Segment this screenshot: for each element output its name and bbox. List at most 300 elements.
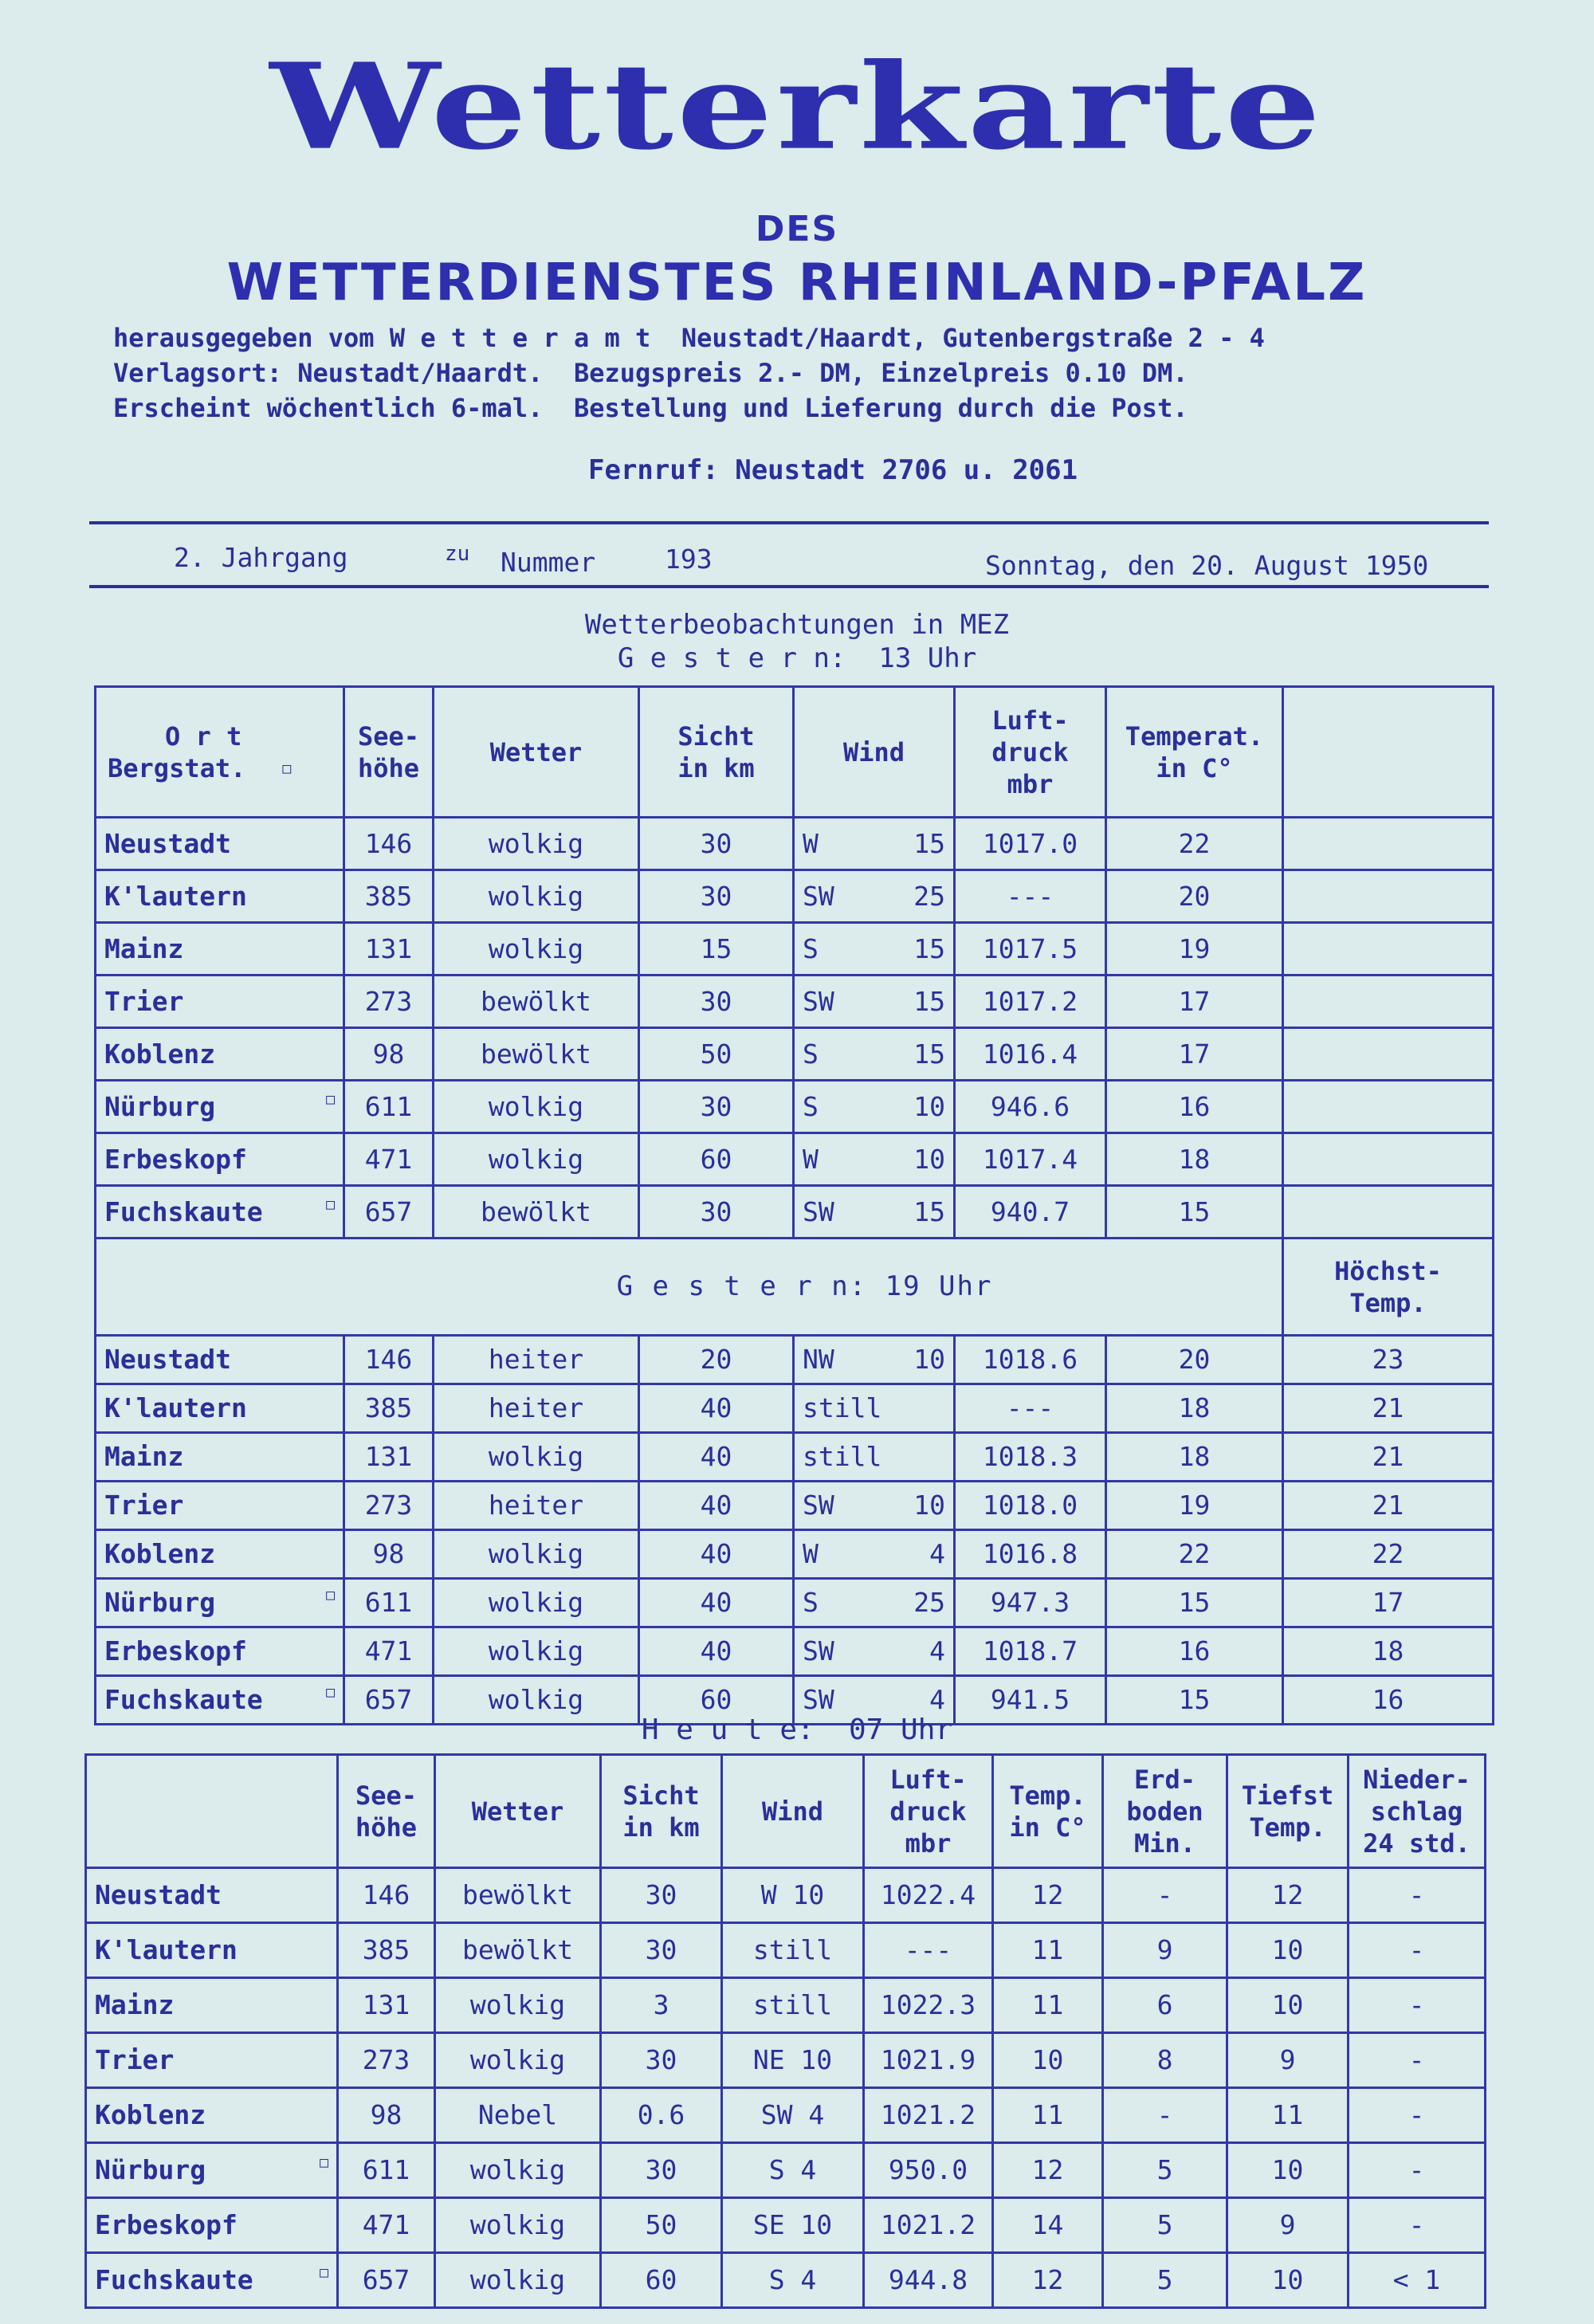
wetter-cell: wolkig (435, 2033, 601, 2088)
wind-speed: 4 (929, 1684, 945, 1716)
luftdruck-cell: --- (864, 1923, 993, 1978)
masthead-subtitle: WETTERDIENSTES RHEINLAND-PFALZ (226, 253, 1368, 312)
sicht-cell: 30 (639, 976, 794, 1028)
luftdruck-line: Luft- (991, 705, 1069, 736)
sicht-cell: 40 (639, 1433, 794, 1482)
wetter-cell: wolkig (435, 1978, 601, 2033)
tiefst-cell: 11 (1227, 2088, 1349, 2143)
info-line: Verlagsort: Neustadt/Haardt. Bezugspreis 2.- DM, Einzelpreis 0.10 DM. (113, 358, 1188, 388)
station-name: Mainz (104, 1441, 184, 1473)
col-header-hoechst (1283, 1239, 1494, 1336)
station-name-wrap (104, 1345, 335, 1375)
wind-cell (794, 1579, 955, 1627)
temperatur-cell: 17 (1106, 1028, 1283, 1081)
sicht-line: Sicht (677, 720, 755, 752)
gestern-13-title: G e s t e r n: 13 Uhr (617, 642, 977, 674)
mountain-station-icon: □ (326, 1684, 335, 1702)
station-name-wrap (104, 987, 335, 1017)
sicht-cell: 20 (639, 1336, 794, 1384)
empty-cell (1283, 1186, 1494, 1239)
tiefst-cell: 10 (1227, 2253, 1349, 2308)
wetter-cell: Nebel (435, 2088, 601, 2143)
wind-wrap (803, 1685, 945, 1715)
luftdruck-line: druck (991, 736, 1069, 767)
temp-cell: 12 (993, 2253, 1103, 2308)
temp-cell: 12 (993, 1868, 1103, 1923)
wind-speed: 4 (929, 1538, 945, 1570)
sicht-cell: 40 (639, 1627, 794, 1676)
wind-speed: 15 (913, 1038, 945, 1070)
table-row (96, 1482, 1494, 1530)
erdboden-cell: - (1103, 2088, 1227, 2143)
table-row (86, 2253, 1486, 2308)
sicht-cell: 50 (601, 2198, 722, 2253)
station-name-cell (86, 1923, 338, 1978)
heute-header-row (86, 1755, 1486, 1868)
niederschlag-cell: < 1 (1349, 2253, 1486, 2308)
wind-wrap (803, 1092, 945, 1122)
station-name-cell (96, 1028, 344, 1081)
seehoehe-cell: 657 (344, 1186, 434, 1239)
tiefst-cell: 10 (1227, 1978, 1349, 2033)
wetter-cell: bewölkt (434, 1186, 639, 1239)
masthead-title: Wetterkarte (269, 37, 1325, 176)
wind-direction: W (803, 1538, 819, 1570)
tiefst-cell: 9 (1227, 2033, 1349, 2088)
sicht-cell: 60 (601, 2253, 722, 2308)
station-name: Erbeskopf (95, 2209, 238, 2241)
nieder-line: 24 std. (1363, 1827, 1470, 1859)
tiefst-line: Tiefst (1241, 1780, 1334, 1811)
station-name-cell (96, 870, 344, 923)
wind-wrap (803, 881, 945, 912)
temperatur-cell: 15 (1106, 1579, 1283, 1627)
station-name: Nürburg (104, 1587, 216, 1619)
seehoehe-cell: 471 (344, 1133, 434, 1186)
mountain-station-icon: □ (320, 2154, 328, 2172)
wetter-cell: wolkig (434, 818, 639, 870)
station-name-wrap (95, 2155, 328, 2185)
sicht-cell: 40 (639, 1384, 794, 1433)
table-row (96, 1133, 1494, 1186)
publisher-info (113, 320, 1265, 426)
luftdruck-cell: 1018.0 (955, 1482, 1106, 1530)
wind-wrap (803, 1393, 945, 1423)
seehoehe-cell: 146 (344, 818, 434, 870)
wind-speed: 4 (929, 1635, 945, 1667)
table-row (86, 1923, 1486, 1978)
temperatur-cell: 18 (1106, 1433, 1283, 1482)
issue-volume: 2. Jahrgang (174, 542, 348, 573)
station-name-wrap (104, 881, 335, 912)
seehoehe-cell: 131 (344, 1433, 434, 1482)
tiefst-line: Temp. (1249, 1812, 1326, 1843)
seehoehe-cell: 98 (338, 2088, 435, 2143)
wind-wrap (803, 1442, 945, 1472)
sicht-cell: 30 (601, 2143, 722, 2198)
wind-cell (794, 1384, 955, 1433)
station-name-wrap (104, 829, 335, 859)
luftdruck-line: mbr (905, 1827, 952, 1859)
tiefst-cell: 10 (1227, 1923, 1349, 1978)
observations-title: Wetterbeobachtungen in MEZ (584, 609, 1010, 641)
luftdruck-cell: 1021.9 (864, 2033, 993, 2088)
wind-direction: NW (803, 1344, 834, 1376)
seehoehe-line: See- (357, 720, 420, 752)
wind-cell (794, 1336, 955, 1384)
wetter-cell: wolkig (434, 1627, 639, 1676)
masthead-des: DES (755, 209, 839, 249)
sicht-cell: 40 (639, 1579, 794, 1627)
table-row (86, 1978, 1486, 2033)
wind-wrap (803, 934, 945, 964)
station-name-cell (96, 818, 344, 870)
temp-cell: 11 (993, 1978, 1103, 2033)
col-header-wetter: Wetter (435, 1755, 601, 1868)
wind-cell (794, 818, 955, 870)
station-name-cell (96, 1186, 344, 1239)
station-name: Mainz (95, 1989, 175, 2021)
station-name-cell (96, 1133, 344, 1186)
sicht-cell: 30 (601, 2033, 722, 2088)
temp-cell: 11 (993, 2088, 1103, 2143)
seehoehe-line: höhe (355, 1812, 418, 1843)
wind-direction: SW (803, 985, 834, 1017)
empty-cell (1283, 818, 1494, 870)
station-name: Nürburg (95, 2154, 206, 2186)
niederschlag-cell: - (1349, 1868, 1486, 1923)
hoechst-line: Höchst- (1334, 1255, 1442, 1286)
luftdruck-cell: --- (955, 1384, 1106, 1433)
luftdruck-cell: 1022.4 (864, 1868, 993, 1923)
wind-cell (794, 1482, 955, 1530)
sicht-line: Sicht (622, 1780, 700, 1811)
wind-wrap (803, 1197, 945, 1227)
table-row (86, 2198, 1486, 2253)
sicht-cell: 40 (639, 1530, 794, 1579)
station-name: Fuchskaute (95, 2264, 253, 2296)
hoechst-temp-cell: 17 (1283, 1579, 1494, 1627)
col-header-seehoehe (338, 1755, 435, 1868)
table-row (96, 923, 1494, 976)
wetter-cell: bewölkt (434, 976, 639, 1028)
temperatur-cell: 19 (1106, 923, 1283, 976)
table-row (86, 1868, 1486, 1923)
wind-cell (794, 1028, 955, 1081)
erdboden-cell: 8 (1103, 2033, 1227, 2088)
station-name-wrap (104, 934, 335, 964)
temperatur-cell: 16 (1106, 1627, 1283, 1676)
wind-speed: 10 (913, 1344, 945, 1376)
seehoehe-line: See- (355, 1780, 418, 1811)
wetter-cell: heiter (434, 1384, 639, 1433)
sicht-line: in km (677, 752, 755, 783)
wind-cell (794, 1627, 955, 1676)
hoechst-temp-cell: 22 (1283, 1530, 1494, 1579)
temperatur-cell: 17 (1106, 976, 1283, 1028)
wind-speed: 25 (913, 1587, 945, 1619)
erdboden-cell: 6 (1103, 1978, 1227, 2033)
tiefst-cell: 9 (1227, 2198, 1349, 2253)
wind-cell: S 4 (722, 2143, 864, 2198)
empty-cell (1283, 976, 1494, 1028)
gestern-table (94, 685, 1494, 1725)
wetter-cell: wolkig (434, 923, 639, 976)
station-name-wrap (104, 1092, 335, 1122)
gestern-19-title: G e s t e r n: 19 Uhr (96, 1239, 1283, 1336)
luftdruck-cell: 946.6 (955, 1081, 1106, 1133)
station-name-wrap (104, 1393, 335, 1423)
niederschlag-cell: - (1349, 1978, 1486, 2033)
temperatur-cell: 20 (1106, 1336, 1283, 1384)
hoechst-temp-cell: 18 (1283, 1627, 1494, 1676)
station-name: Trier (104, 985, 184, 1017)
seehoehe-cell: 98 (344, 1530, 434, 1579)
erdboden-cell: 5 (1103, 2143, 1227, 2198)
table-row (96, 1579, 1494, 1627)
issue-date: Sonntag, den 20. August 1950 (985, 550, 1429, 581)
station-name-cell (96, 1579, 344, 1627)
station-name: Erbeskopf (104, 1635, 247, 1667)
nieder-line: schlag (1370, 1796, 1463, 1827)
station-name-wrap (104, 1442, 335, 1472)
empty-cell (1283, 1081, 1494, 1133)
station-name-wrap (95, 1990, 328, 2020)
wind-direction: SW (803, 880, 834, 912)
wetter-cell: wolkig (434, 1433, 639, 1482)
wetter-cell: heiter (434, 1482, 639, 1530)
temp-line: in C° (1009, 1812, 1086, 1843)
table-row (96, 1028, 1494, 1081)
seehoehe-cell: 385 (344, 870, 434, 923)
nieder-line: Nieder- (1363, 1764, 1470, 1795)
mountain-station-icon: □ (282, 760, 292, 778)
divider-top (89, 521, 1489, 524)
wind-cell: SW 4 (722, 2088, 864, 2143)
col-header-wind: Wind (794, 687, 955, 818)
luftdruck-cell: 1018.6 (955, 1336, 1106, 1384)
niederschlag-cell: - (1349, 2143, 1486, 2198)
station-name-cell (96, 923, 344, 976)
station-name-cell (86, 2088, 338, 2143)
wind-cell: SE 10 (722, 2198, 864, 2253)
mountain-station-icon: □ (326, 1195, 335, 1213)
station-name-cell (96, 976, 344, 1028)
wind-wrap (803, 1588, 945, 1618)
luftdruck-cell: 1017.5 (955, 923, 1106, 976)
station-name: Koblenz (104, 1538, 216, 1570)
hoechst-temp-cell: 21 (1283, 1482, 1494, 1530)
col-header-seehoehe (344, 687, 434, 818)
mountain-station-icon: □ (320, 2264, 328, 2282)
station-name-cell (96, 1433, 344, 1482)
wind-cell (794, 1133, 955, 1186)
wetter-cell: bewölkt (434, 1028, 639, 1081)
table-row (96, 1384, 1494, 1433)
sicht-cell: 60 (639, 1676, 794, 1725)
wind-direction: still (803, 1441, 882, 1473)
wind-direction: SW (803, 1490, 834, 1521)
bergstat-label: Bergstat. (108, 752, 246, 783)
station-name: Neustadt (95, 1879, 222, 1911)
tiefst-cell: 10 (1227, 2143, 1349, 2198)
erdboden-cell: 9 (1103, 1923, 1227, 1978)
luftdruck-cell: 1016.8 (955, 1530, 1106, 1579)
wind-cell (794, 1433, 955, 1482)
temperatur-cell: 22 (1106, 818, 1283, 870)
temp-cell: 14 (993, 2198, 1103, 2253)
temp-cell: 10 (993, 2033, 1103, 2088)
wind-cell: still (722, 1978, 864, 2033)
luftdruck-cell: 1022.3 (864, 1978, 993, 2033)
sicht-cell: 30 (639, 870, 794, 923)
luftdruck-line: Luft- (889, 1764, 967, 1795)
seehoehe-cell: 611 (344, 1081, 434, 1133)
temperatur-cell: 15 (1106, 1676, 1283, 1725)
temperatur-cell: 15 (1106, 1186, 1283, 1239)
col-header-erdboden (1103, 1755, 1227, 1868)
wind-speed: 15 (913, 985, 945, 1017)
table-row (96, 1081, 1494, 1133)
station-name-cell (96, 1081, 344, 1133)
station-name-cell (86, 2143, 338, 2198)
gestern-19-band-row (96, 1239, 1494, 1336)
table-row (86, 2088, 1486, 2143)
wind-cell: W 10 (722, 1868, 864, 1923)
wind-cell (794, 923, 955, 976)
seehoehe-line: höhe (357, 752, 420, 783)
table-row (96, 818, 1494, 870)
temperatur-cell: 20 (1106, 870, 1283, 923)
luftdruck-cell: 1018.7 (955, 1627, 1106, 1676)
col-header-tiefst (1227, 1755, 1349, 1868)
station-name-wrap (104, 1636, 335, 1666)
table-row (96, 1336, 1494, 1384)
station-name-wrap (95, 2210, 328, 2240)
erdboden-line: Erd- (1133, 1764, 1196, 1795)
niederschlag-cell: - (1349, 2033, 1486, 2088)
station-name: Trier (104, 1490, 184, 1521)
wind-direction: SW (803, 1195, 834, 1227)
wind-wrap (803, 1539, 945, 1569)
col-header-luftdruck (864, 1755, 993, 1868)
heute-07-title: H e u t e: 07 Uhr (641, 1714, 953, 1746)
sicht-cell: 15 (639, 923, 794, 976)
seehoehe-cell: 131 (344, 923, 434, 976)
col-header-wind: Wind (722, 1755, 864, 1868)
table-row (96, 976, 1494, 1028)
issue-number: 193 (665, 544, 713, 575)
empty-cell (1283, 1133, 1494, 1186)
wind-cell (794, 1186, 955, 1239)
station-name-cell (96, 1482, 344, 1530)
sicht-line: in km (622, 1812, 700, 1843)
erdboden-cell: 5 (1103, 2253, 1227, 2308)
station-name-wrap (104, 1588, 335, 1618)
col-header-ort (96, 687, 344, 818)
wind-direction: still (803, 1392, 882, 1424)
wind-speed: 10 (913, 1490, 945, 1521)
empty-cell (1283, 923, 1494, 976)
ort-label: O r t (165, 720, 242, 752)
station-name-wrap (95, 1935, 328, 1965)
wetter-cell: wolkig (435, 2198, 601, 2253)
temp-cell: 11 (993, 1923, 1103, 1978)
seehoehe-cell: 146 (344, 1336, 434, 1384)
sicht-cell: 3 (601, 1978, 722, 2033)
table-row (86, 2143, 1486, 2198)
wind-direction: W (803, 827, 819, 859)
wetter-cell: wolkig (434, 1081, 639, 1133)
luftdruck-cell: 944.8 (864, 2253, 993, 2308)
divider-bottom (89, 585, 1489, 588)
col-header-wetter: Wetter (434, 687, 639, 818)
station-name-cell (86, 1978, 338, 2033)
wind-cell (794, 976, 955, 1028)
station-name: Neustadt (104, 1344, 231, 1376)
station-name-cell (86, 2198, 338, 2253)
station-name-wrap (104, 1539, 335, 1569)
station-name: Trier (95, 2044, 175, 2076)
temp-cell: 12 (993, 2143, 1103, 2198)
info-line: Erscheint wöchentlich 6-mal. Bestellung und Lieferung durch die Post. (113, 393, 1188, 423)
hoechst-temp-cell: 21 (1283, 1384, 1494, 1433)
seehoehe-cell: 385 (344, 1384, 434, 1433)
sicht-cell: 30 (601, 1923, 722, 1978)
wind-wrap (803, 1144, 945, 1175)
wind-speed: 10 (913, 1143, 945, 1175)
erdboden-line: Min. (1133, 1827, 1196, 1859)
seehoehe-cell: 657 (338, 2253, 435, 2308)
wind-direction: S (803, 1038, 819, 1070)
col-header-temperatur (1106, 687, 1283, 818)
station-name-cell (96, 1530, 344, 1579)
luftdruck-cell: 950.0 (864, 2143, 993, 2198)
station-name-wrap (95, 2100, 328, 2130)
wind-direction: SW (803, 1684, 834, 1716)
temperatur-cell: 16 (1106, 1081, 1283, 1133)
sicht-cell: 30 (639, 1081, 794, 1133)
station-name: Fuchskaute (104, 1195, 263, 1227)
station-name-wrap (104, 1197, 335, 1227)
luftdruck-cell: 947.3 (955, 1579, 1106, 1627)
seehoehe-cell: 471 (344, 1627, 434, 1676)
wetter-cell: wolkig (435, 2143, 601, 2198)
temperatur-cell: 22 (1106, 1530, 1283, 1579)
luftdruck-cell: --- (955, 870, 1106, 923)
col-header-ort (86, 1755, 338, 1868)
erdboden-cell: 5 (1103, 2198, 1227, 2253)
sicht-cell: 60 (639, 1133, 794, 1186)
station-name-wrap (104, 1490, 335, 1521)
station-name-cell (86, 1868, 338, 1923)
seehoehe-cell: 273 (338, 2033, 435, 2088)
luftdruck-line: druck (889, 1796, 967, 1827)
wind-wrap (803, 1636, 945, 1666)
wind-speed: 15 (913, 932, 945, 964)
table-row (96, 1530, 1494, 1579)
seehoehe-cell: 273 (344, 1482, 434, 1530)
luftdruck-cell: 1016.4 (955, 1028, 1106, 1081)
issue-number-label: Nummer (501, 547, 596, 578)
station-name-cell (96, 1336, 344, 1384)
wind-cell: NE 10 (722, 2033, 864, 2088)
station-name: Nürburg (104, 1090, 216, 1122)
luftdruck-cell: 940.7 (955, 1186, 1106, 1239)
station-name: Koblenz (104, 1038, 216, 1070)
station-name: Mainz (104, 932, 184, 964)
wind-cell (794, 1081, 955, 1133)
